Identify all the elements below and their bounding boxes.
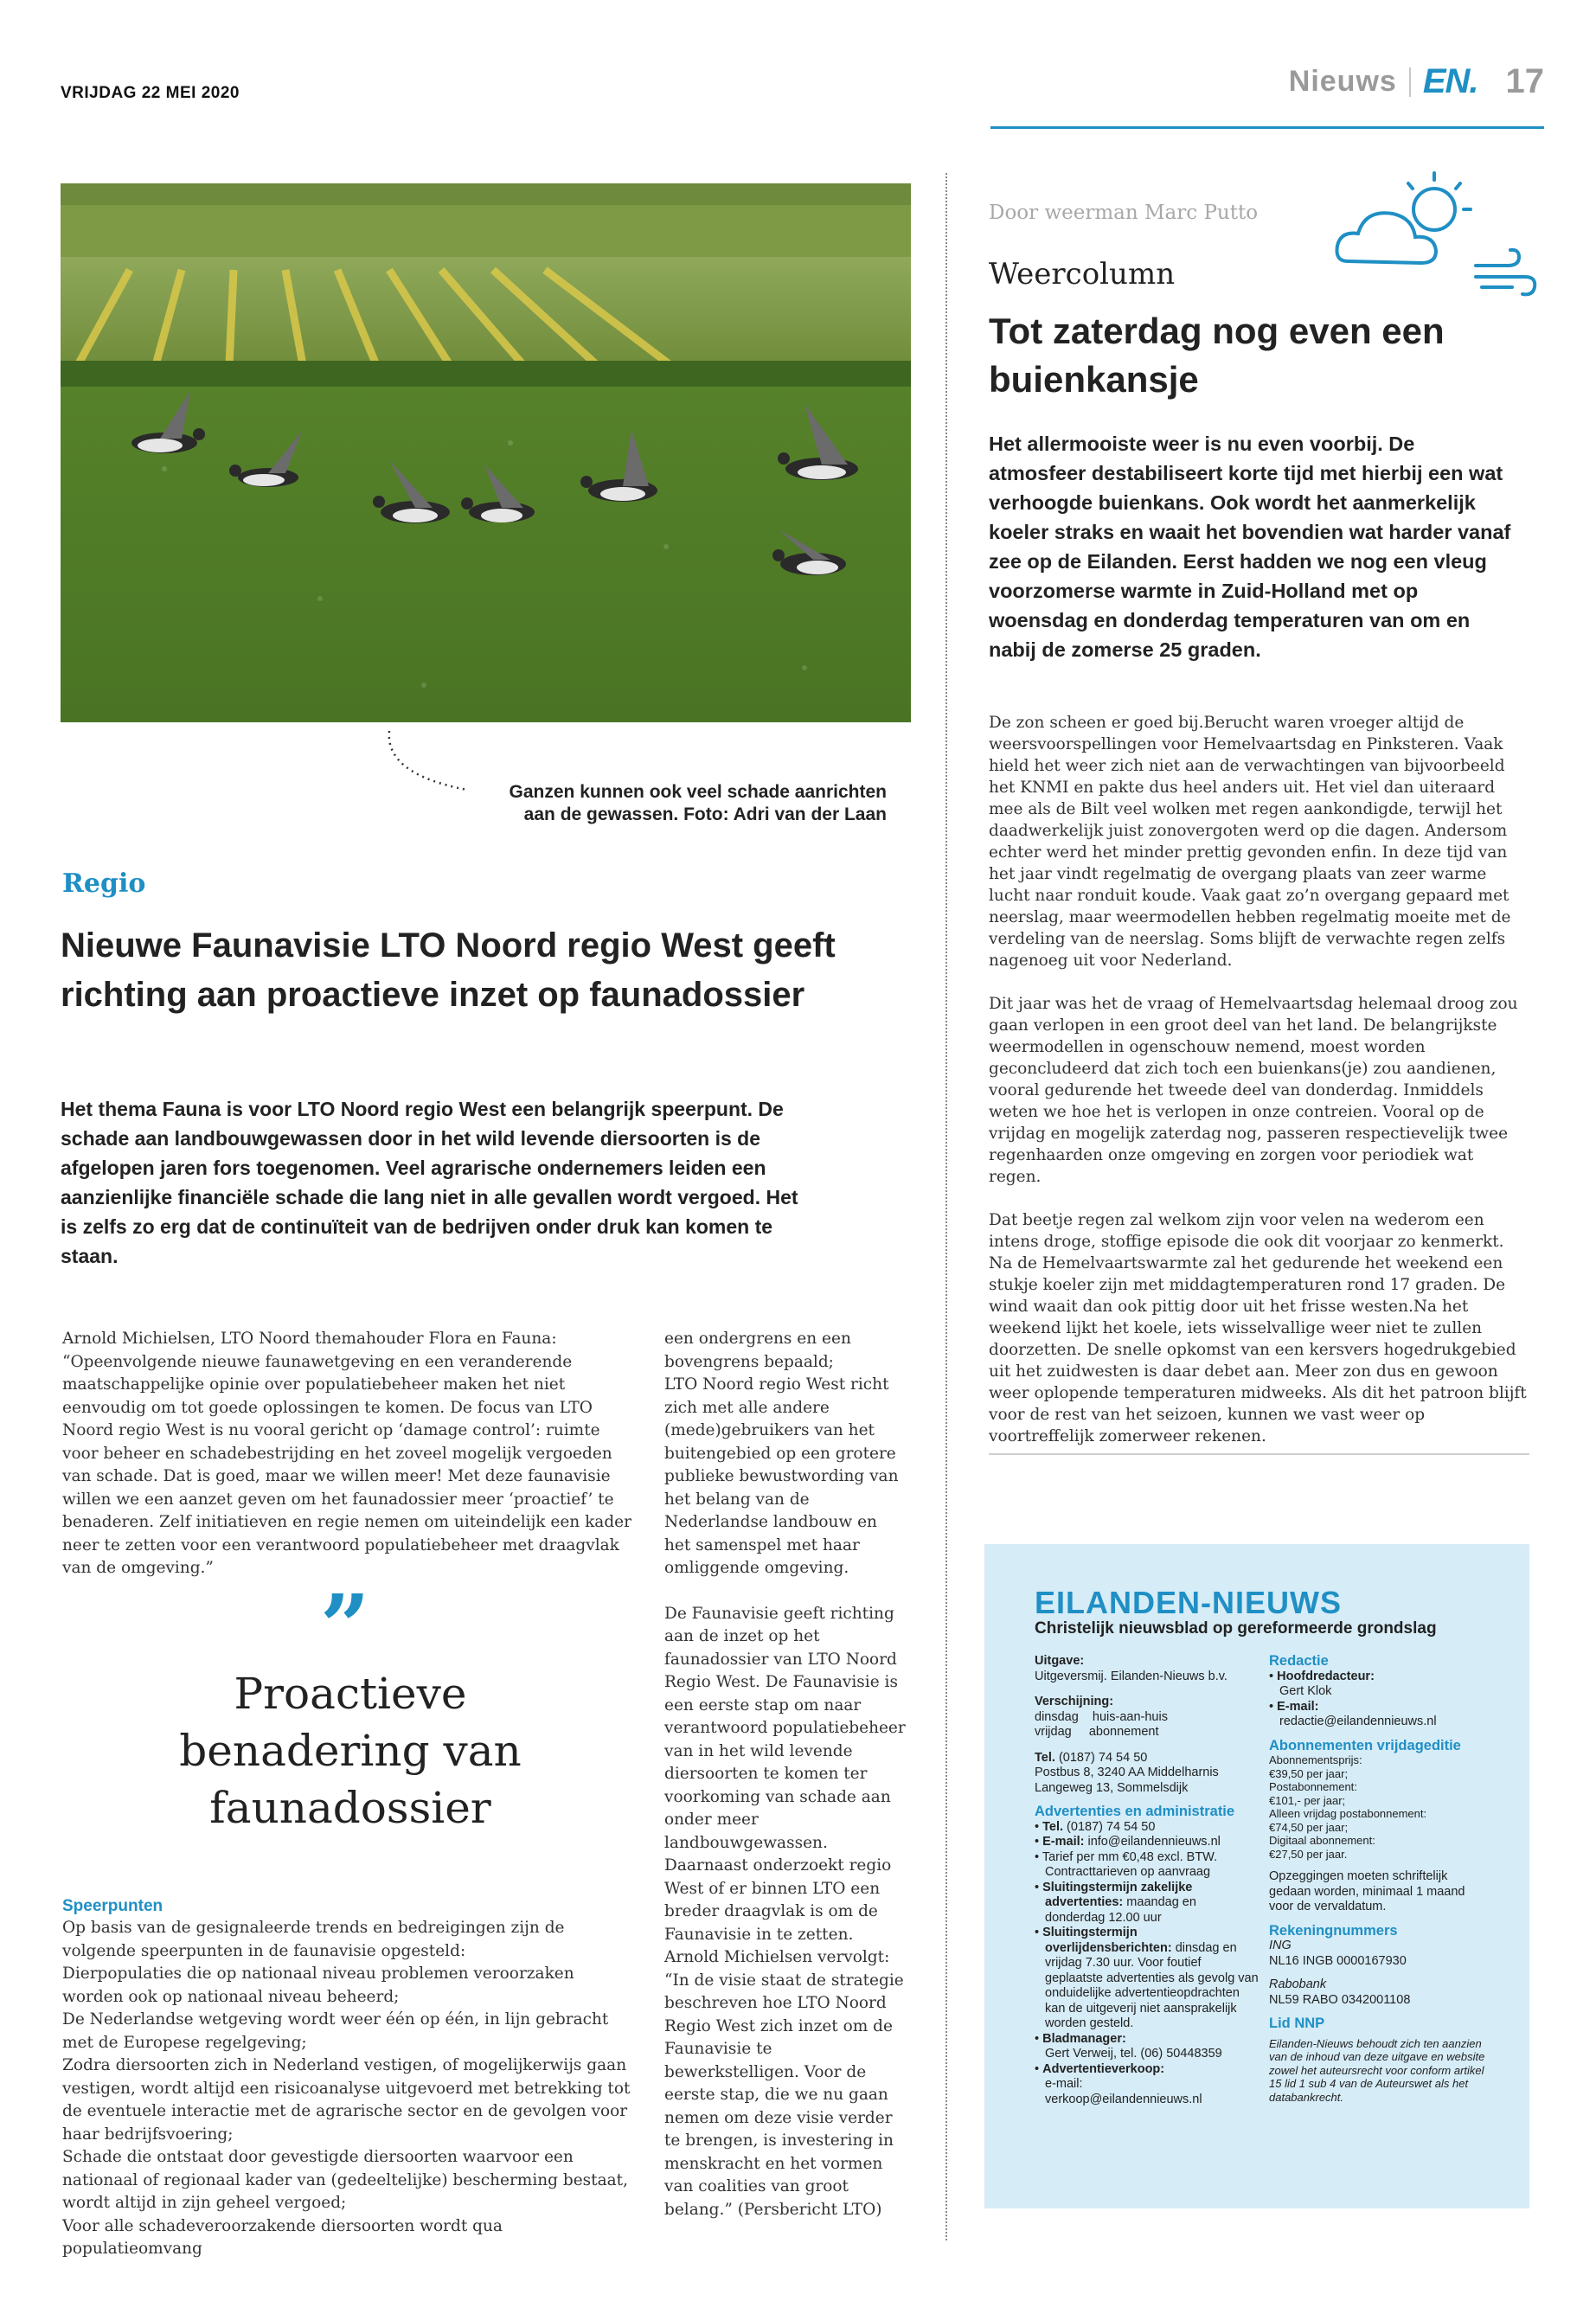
label: Sluitingstermijn overlijdensberichten: — [1042, 1926, 1172, 1955]
subscription-prices — [1269, 1753, 1520, 1861]
postal-address: Postbus 8, 3240 AA Middelharnis — [1035, 1766, 1219, 1779]
appearance-tuesday: dinsdag huis-aan-huis — [1035, 1709, 1168, 1724]
label: Uitgave: — [1035, 1654, 1085, 1668]
paragraph: Arnold Michielsen, LTO Noord themahouder Flora en Fauna: — [62, 1330, 557, 1348]
bank-account: NL59 RABO 0342001108 — [1269, 1992, 1411, 2007]
photo-caption: Ganzen kunnen ook veel schade aanrichten aan de gewassen. Foto: Adri van der Laan — [509, 782, 887, 824]
copyright-note: Eilanden-Nieuws behoudt zich ten aanzien van de inhoud van deze uitgave en website zowel het auteursrecht voor conform artikel 15 lid 1 sub 4 van de Auteurswet als het databankrecht. — [1269, 2036, 1485, 2104]
paragraph: De Nederlandse wetgeving wordt weer één op één, in lijn gebracht met de Europese regelgeving; — [62, 2010, 609, 2052]
ads-rate: Tarief per mm €0,48 excl. BTW. — [1042, 1849, 1218, 1864]
paragraph: Zodra diersoorten zich in Nederland vestigen, of mogelijkerwijs gaan vestigen, wordt altijd een risicoanalyse uitgevoerd met betrekking tot de eventuele interactie met de agrarische sector en de gevolgen voor haar bedrijfsvoering; — [62, 2056, 631, 2144]
cancellation-note: Opzeggingen moeten schriftelijk gedaan worden, minimaal 1 maand voor de vervaldatum. — [1269, 1869, 1465, 1913]
en-logo: EN. — [1422, 62, 1478, 100]
label: Tel. — [1035, 1750, 1055, 1765]
ads-contract: Contracttarieven op aanvraag — [1045, 1865, 1211, 1879]
appearance-friday: vrijdag abonnement — [1035, 1725, 1159, 1739]
price-line: €74,50 per jaar; — [1269, 1820, 1349, 1834]
label: E-mail: — [1277, 1699, 1319, 1714]
label: E-mail: — [1042, 1835, 1085, 1849]
pull-quote: Proactieve benadering van faunadossier — [179, 1669, 522, 1833]
weather-kicker: Weercolumn — [989, 257, 1176, 292]
eilanden-nieuws-logo: EILANDEN-NIEUWS — [1035, 1585, 1342, 1620]
paragraph: Dat beetje regen zal welkom zijn voor velen na wederom een intens droge, stoffige episode die ook dit voorjaar zo kenmerkt. Na de Hemelvaartswarmte zal het gedurende het weekend een stukje koeler zijn met middagtemperaturen rond 17 graden. De wind waait dan ook pittig door uit het frisse westen.Na het weekend lijkt het koele, iets wisselvallige weer niet te zullen doorzetten. De snelle opkomst van een kersvers hogedrukgebied uit het zuidwesten is daar debet aan. Meer zon dus en gewoon weer oplopende temperaturen midweeks. Als dit het patroon blijft voor de rest van het seizoen, kunnen we vast weer op voortreffelijk zomerweer rekenen. — [989, 1211, 1527, 1445]
label: e-mail: — [1045, 2077, 1083, 2091]
article-headline: Nieuwe Faunavisie LTO Noord regio West geeft richting aan proactieve inzet op faunadossier — [61, 926, 836, 1014]
paragraph: “Opeenvolgende nieuwe faunawetgeving en een veranderende maatschappelijke opinie over populatiebeheer maken het niet eenvoudig om tot goede oplossingen te komen. De focus van LTO Noord regio West is nu vooral gericht op ‘damage control’: ruimte voor beheer en schadebestrijding en het zoveel mogelijk vergoeden van schade. Dat is goed, maar we willen meer! Met deze faunavisie willen we een aanzet geven om het faunadossier meer ‘proactief’ te benaderen. Zelf initiatieven en regie nemen om uiteindelijk een kader neer te zetten voor een verantwoord populatiebeheer met draagvlak van de omgeving.” — [62, 1352, 631, 1577]
masthead — [1289, 62, 1544, 101]
section-heading: Lid NNP — [1269, 2016, 1325, 2031]
obituary-deadline: dinsdag en vrijdag 7.30 uur. Voor foutief geplaatste advertenties als gevolg van onduidelijke advertentieopdrachten kan de uitgeverij niet aansprakelijk worden gesteld. — [1045, 1940, 1259, 2030]
paragraph: Voor alle schadeveroorzakende diersoorten wordt qua populatieomvang — [62, 2216, 503, 2258]
weather-cloud-sun-icon — [1330, 166, 1538, 313]
paragraph: Op basis van de gesignaleerde trends en bedreigingen zijn de volgende speerpunten in de faunavisie opgesteld: — [62, 1919, 565, 1960]
business-deadline: maandag en donderdag 12.00 uur — [1045, 1895, 1196, 1925]
editor-in-chief: Gert Klok — [1279, 1684, 1332, 1698]
article-lead: Het thema Fauna is voor LTO Noord regio West een belangrijk speerpunt. De schade aan landbouwgewassen door in het wild levende diersoorten is de afgelopen jaren fors toegenomen. Veel agrarische ondernemers leiden een aanzienlijke financiële schade die lang niet in alle gevallen wordt vergoed. Het is zelfs zo erg dat de continuïteit van de bedrijven onder druk kan komen te staan. — [61, 1098, 798, 1267]
label: Sluitingstermijn zakelijke advertenties: — [1042, 1880, 1193, 1909]
manager: Gert Verweij, tel. (06) 50448359 — [1045, 2047, 1222, 2061]
section-heading: Rekeningnummers — [1269, 1922, 1398, 1939]
weather-lead: Het allermooiste weer is nu even voorbij. De atmosfeer destabiliseert korte tijd met hierbij een wat verhoogde buienkans. Ook wordt het aanmerkelijk koeler straks en waait het bovendien wat harder vanaf zee op de Eilanden. Eerst hadden we nog een vleug voorzomerse warmte in Zuid-Holland met op woensdag en donderdag temperaturen van om en nabij de zomerse 25 graden. — [989, 433, 1511, 661]
price-line: €39,50 per jaar; — [1269, 1766, 1349, 1780]
header-separator — [1409, 67, 1411, 97]
caption-pointer — [381, 731, 476, 792]
publisher: Uitgeversmij. Eilanden-Nieuws b.v. — [1035, 1669, 1227, 1683]
subheading-speerpunten: Speerpunten — [62, 1897, 163, 1915]
column-divider — [945, 173, 947, 2240]
page-number: 17 — [1505, 62, 1544, 100]
weather-body — [989, 712, 1529, 1469]
label: Advertentieverkoop: — [1042, 2061, 1165, 2076]
label: Verschijning: — [1035, 1695, 1114, 1708]
price-line: €101,- per jaar; — [1269, 1793, 1346, 1807]
sales-email-link[interactable]: verkoop@eilandennieuws.nl — [1045, 2092, 1202, 2106]
publication-date: VRIJDAG 22 MEI 2020 — [61, 84, 240, 102]
quote-icon: ” — [320, 1575, 370, 1677]
paragraph: Schade die ontstaat door gevestigde diersoorten waarvoor een nationaal of regionaal kader van (gedeeltelijke) bescherming bestaat, wordt altijd in zijn geheel vergoed; — [62, 2148, 628, 2212]
bank-account: NL16 INGB 0000167930 — [1269, 1953, 1407, 1968]
paragraph-gap — [664, 1580, 907, 1603]
editorial-email-link[interactable]: redactie@eilandennieuws.nl — [1279, 1715, 1437, 1728]
price-line: €27,50 per jaar. — [1269, 1847, 1348, 1861]
section-heading: Advertenties en administratie — [1035, 1804, 1235, 1819]
price-line: Postabonnement: — [1269, 1780, 1357, 1793]
weather-end-rule — [989, 1453, 1529, 1455]
paragraph: LTO Noord regio West richt zich met alle andere (mede)gebruikers van het buitengebied op een grotere publieke bewustwording van het belang van de Nederlandse landbouw en het samenspel met haar omliggende omgeving. — [664, 1375, 899, 1577]
ads-email-link[interactable]: info@eilandennieuws.nl — [1087, 1835, 1221, 1849]
paragraph: Dit jaar was het de vraag of Hemelvaartsdag helemaal droog zou gaan verlopen in een groot deel van het land. De belangrijkste weermodellen in ogenschouw nemend, moest worden geconcludeerd dat zich toch een buienkans(je) zou aandienen, vooral gedurende het tweede deel van donderdag. Inmiddels weten we hoe het is verlopen in onze contreien. Vooral op de vrijdag en mogelijk zaterdag nog, passeren respectievelijk twee regenhaarden onze omgeving en zorgen voor periodiek wat regen. — [989, 995, 1518, 1186]
colophon-right-column: Redactie • Hoofdredacteur: Gert Klok • E-mail: redactie@eilandennieuws.nl Abonnementen vrijdageditie Abonnementsprijs: €39,50 per jaar; Postabonnement: €101,- per jaar; Alleen vrijdag postabonnement: €74,50 per jaar; Digitaal abonnement: €27,50 per jaar. Opzeggingen moeten schriftelijk gedaan worden, minimaal 1 maand voor de vervaldatum. Rekeningnummers ING NL16 INGB 0000167930 Rabobank NL59 RABO 0342001108 Lid NNP Eilanden-Nieuws behoudt zich ten aanzien van de inhoud van deze uitgave en website zowel het auteursrecht voor conform artikel 15 lid 1 sub 4 van de Auteurswet als het databankrecht. — [1269, 1654, 1520, 2104]
article-column-1-speerpunten — [62, 1917, 633, 2261]
weather-headline: Tot zaterdag nog even een buienkansje — [989, 311, 1445, 400]
price-line: Digitaal abonnement: — [1269, 1834, 1375, 1847]
bank-name: Rabobank — [1269, 1977, 1327, 1991]
geese-photo — [61, 183, 911, 722]
colophon-subtitle: Christelijk nieuwsblad op gereformeerde grondslag — [1035, 1619, 1437, 1638]
colophon-left-column: Uitgave: Uitgeversmij. Eilanden-Nieuws b.v. Verschijning: dinsdag huis-aan-huis vrijdag abonnement Tel. (0187) 74 54 50 Postbus 8, 3240 AA Middelharnis Langeweg 13, Sommelsdijk Advertenties en administratie • Tel. (0187) 74 54 50 • E-mail: info@eilandennieuws.nl • Tarief per mm €0,48 excl. BTW. Contracttarieven op aanvraag • Sluitingstermijn zakelijke advertenties: maandag en donderdag 12.00 uur • Sluitingstermijn overlijdensberichten: dinsdag en vrijdag 7.30 uur. Voor foutief geplaatste advertenties als gevolg van onduidelijke advertentieopdrachten kan de uitgeverij niet aansprakelijk worden gesteld. • Bladmanager: Gert Verweij, tel. (06) 50448359 • Advertentieverkoop: e-mail: verkoop@eilandennieuws.nl — [1035, 1654, 1259, 2106]
article-kicker: Regio — [62, 868, 146, 899]
section-label: Nieuws — [1288, 65, 1397, 98]
header-rule — [990, 126, 1544, 129]
section-heading: Abonnementen vrijdageditie — [1269, 1737, 1461, 1753]
section-heading: Redactie — [1269, 1653, 1329, 1669]
price-line: Alleen vrijdag postabonnement: — [1269, 1807, 1427, 1820]
street-address: Langeweg 13, Sommelsdijk — [1035, 1780, 1189, 1795]
article-column-1-intro — [62, 1328, 633, 1580]
weather-byline: Door weerman Marc Putto — [989, 202, 1259, 224]
paragraph: De zon scheen er goed bij.Berucht waren vroeger altijd de weersvoorspellingen voor Hemelvaartsdag en Pinksteren. Vaak hield het weer zich niet aan de verwachtingen van bijvoorbeeld het KNMI en pakte dus heel anders uit. Het viel dan uiteraard mee als de Bilt veel wolken met regen aankondigde, terwijl het daadwerkelijk juist zonovergoten werd op die dagen. Andersom echter werd het minder prettig gevonden enfin. In deze tijd van het jaar vindt regelmatig de overgang plaats van zeer warme lucht naar ronduit koude. Vaak gaat zo’n overgang gepaard met neerslag, maar weermodellen hebben regelmatig moeite met de verdeling van de neerslag. Soms blijft de verwachte regen zelfs nagenoeg uit voor Nederland. — [989, 714, 1511, 970]
ads-phone: (0187) 74 54 50 — [1067, 1819, 1156, 1834]
label: Tel. — [1042, 1819, 1064, 1834]
bank-name: ING — [1269, 1939, 1292, 1952]
paragraph: Dierpopulaties die op nationaal niveau problemen veroorzaken worden ook op nationaal niveau beheerd; — [62, 1965, 574, 2006]
label: Bladmanager: — [1042, 2031, 1126, 2046]
phone: (0187) 74 54 50 — [1058, 1750, 1148, 1765]
article-column-2 — [664, 1328, 907, 2221]
paragraph: De Faunavisie geeft richting aan de inzet op het faunadossier van LTO Noord Regio West. De Faunavisie is een eerste stap om naar verantwoord populatiebeheer van in het wild levende diersoorten te komen ter voorkoming van schade aan onder meer landbouwgewassen. Daarnaast onderzoekt regio West of er binnen LTO een breder draagvlak is om de Faunavisie in te zetten. — [664, 1604, 906, 1944]
paragraph: een ondergrens en een bovengrens bepaald; — [664, 1330, 851, 1371]
label: Hoofdredacteur: — [1277, 1669, 1375, 1683]
paragraph: Arnold Michielsen vervolgt: “In de visie staat de strategie beschreven hoe LTO Noord Regio West zich inzet om de Faunavisie te bewerkstelligen. Voor de eerste stap, die we nu gaan nemen om deze visie verder te brengen, is investering in menskracht en het vormen van coalities van groot belang.” (Persbericht LTO) — [664, 1948, 904, 2219]
price-line: Abonnementsprijs: — [1269, 1753, 1362, 1766]
